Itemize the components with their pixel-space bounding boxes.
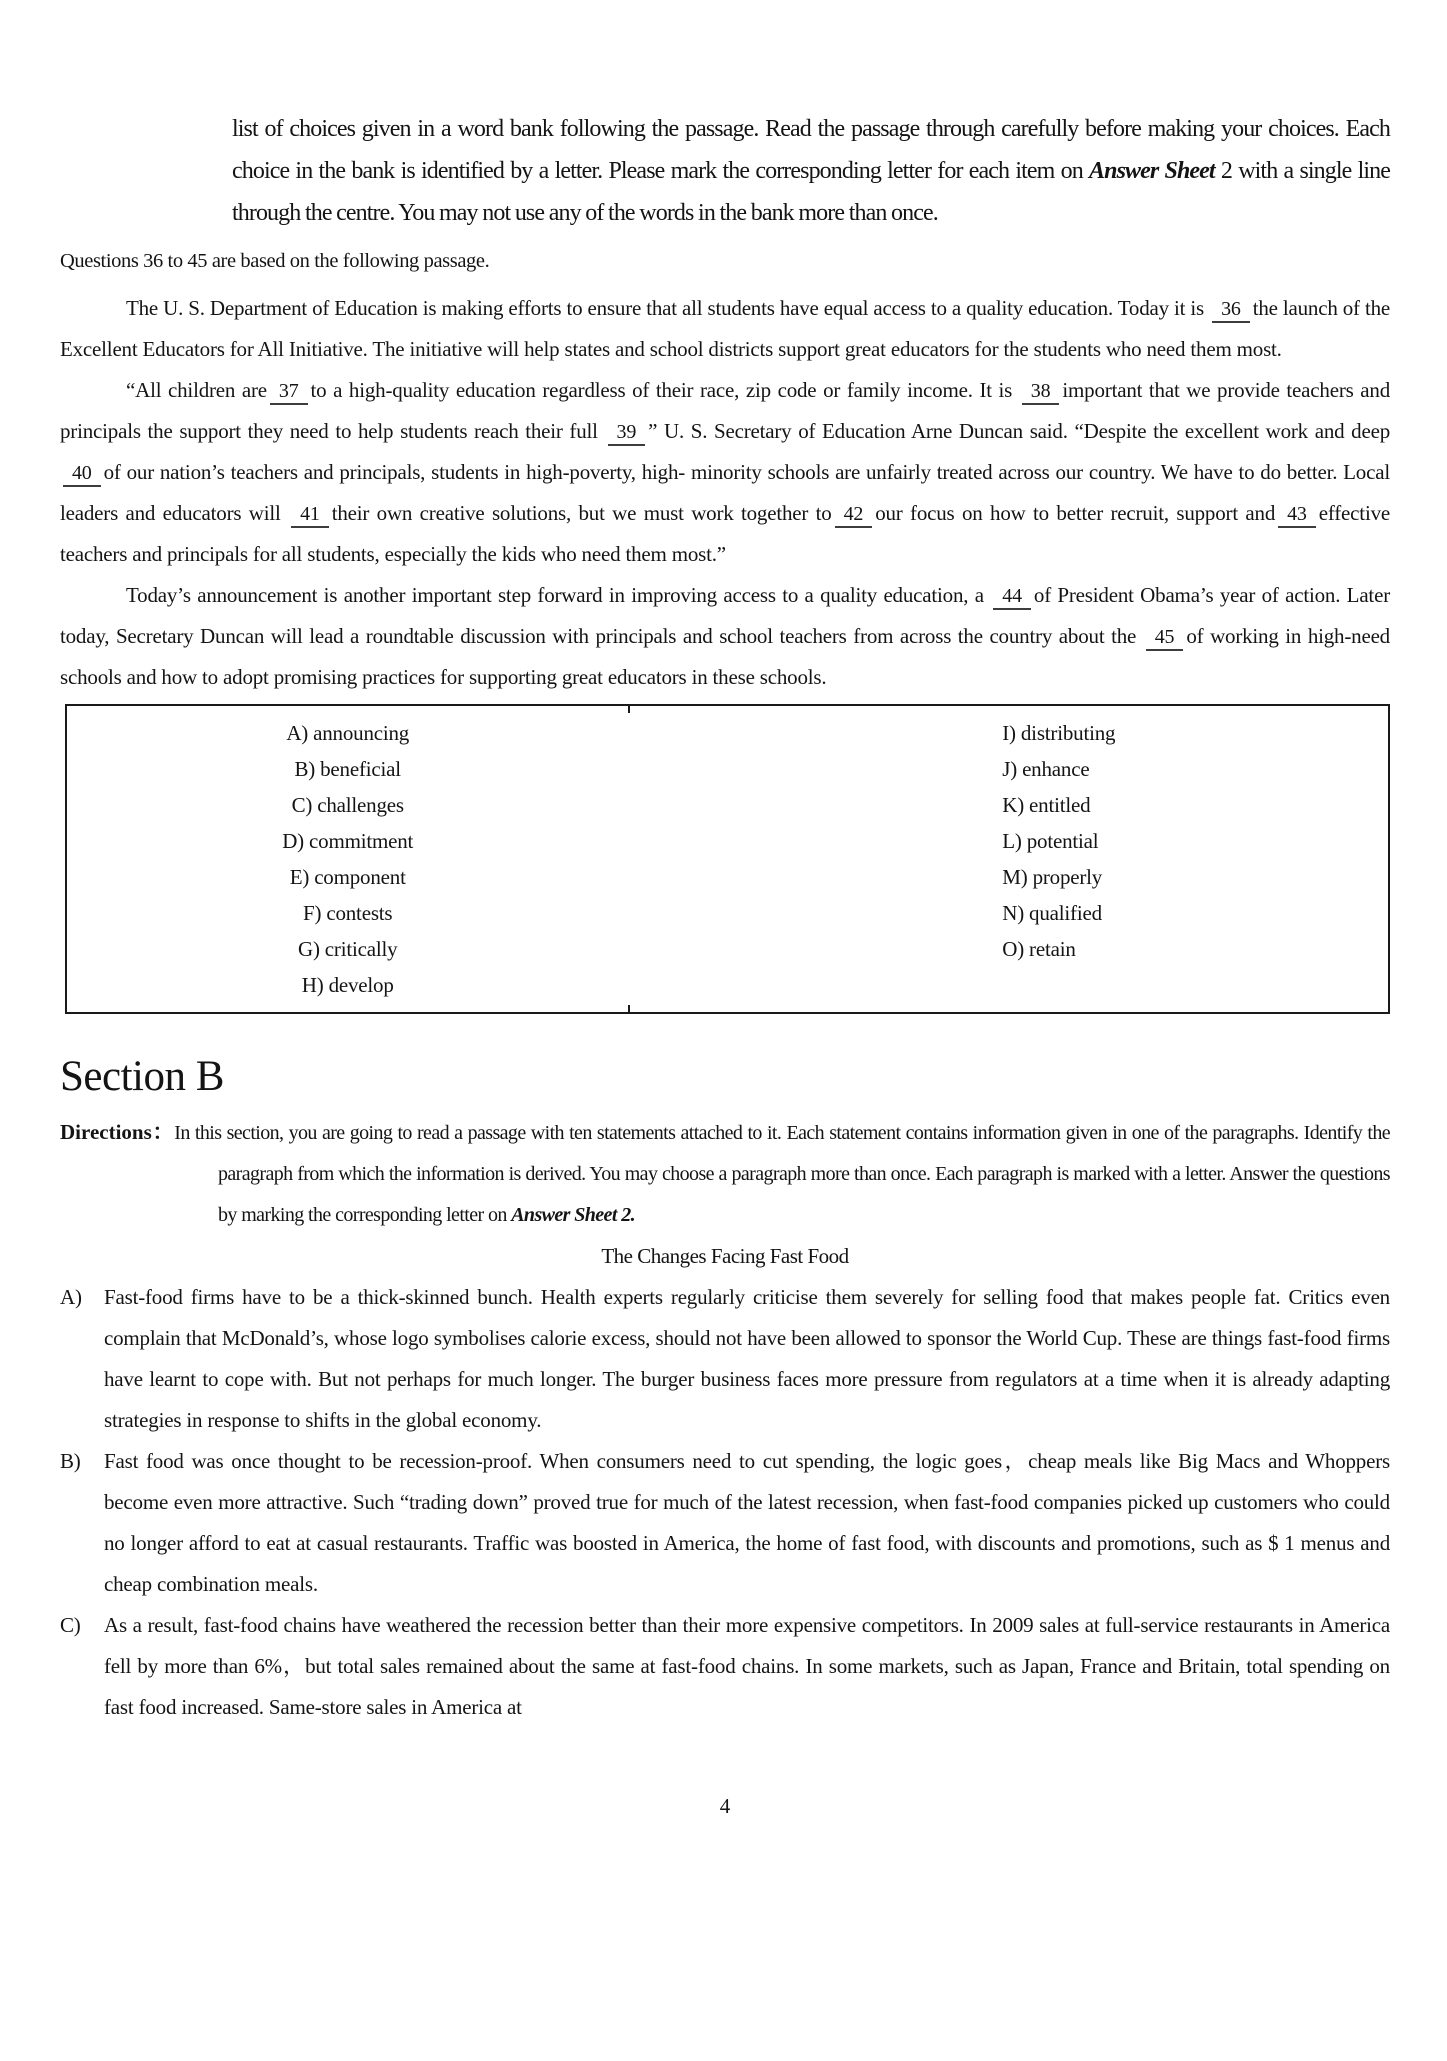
paragraph-C-text: As a result, fast-food chains have weathered the recession better than their more expensive competitors. In 2009 sales at full-service restaurants in America fell by more than 6%，but total sales remained about the same at fast-food chains. In some markets, such as Japan, France and Britain, total spending on fast food increased. Same-store sales in America at [104,1613,1390,1719]
blank-45: 45 [1146,625,1184,651]
blank-37: 37 [270,379,308,405]
word-bank-column-left [67,715,628,1003]
blank-44: 44 [993,584,1031,610]
word-bank-option: F) contests [303,901,393,925]
word-bank-option: O) retain [1002,937,1076,961]
directions-label: Directions： [60,1120,175,1144]
blank-38: 38 [1022,379,1060,405]
paragraph-C-label: C) [60,1613,81,1637]
word-bank-option: L) potential [1002,829,1099,853]
blank-41: 41 [291,502,329,528]
blank-42: 42 [835,502,873,528]
paragraph-B [60,1441,1390,1605]
paragraph-B-text: Fast food was once thought to be recession-proof. When consumers need to cut spending, the logic goes，cheap meals like Big Macs and Whoppers become even more attractive. Such “trading down” proved true for much of the latest recession, when fast-food companies picked up customers who could no longer afford to eat at casual restaurants. Traffic was boosted in America, the home of fast food, with discounts and promotions, such as $ 1 menus and cheap combination meals. [104,1449,1390,1596]
emphasis-text: Answer Sheet 2. [511,1204,635,1226]
directions-text: In this section, you are going to read a passage with ten statements attached to it. Each statement contains information given in one of the paragraphs. Identify the paragraph from which the information is derived. You may choose a paragraph more than once. Each paragraph is marked with a letter. Answer the questions by marking the corresponding letter on Answer Sheet 2. [174,1122,1390,1226]
word-bank-option: E) component [289,865,406,889]
word-bank-option: B) beneficial [294,757,401,781]
word-bank-option: N) qualified [1002,901,1102,925]
word-bank-option: A) announcing [286,721,410,745]
word-bank-option: K) entitled [1002,793,1091,817]
passage-paragraph-1: The U. S. Department of Education is making efforts to ensure that all students have equal access to a quality education. Today it is 36 the launch of the Excellent Educators for All Initiative. The initiative will help states and school districts support great educators for the students who need them most. [60,296,1390,361]
passage-paragraph-3: Today’s announcement is another important step forward in improving access to a quality education, a 44 of President Obama’s year of action. Later today, Secretary Duncan will lead a roundtable discussion with principals and school teachers from across the country about the 45 of working in high-need schools and how to adopt promising practices for supporting great educators in these schools. [60,583,1390,689]
blank-43: 43 [1278,502,1316,528]
page-number: 4 [719,1794,731,1818]
word-bank-option: J) enhance [1002,757,1090,781]
paragraph-A-text: Fast-food firms have to be a thick-skinned bunch. Health experts regularly criticise them severely for selling food that makes people fat. Critics even complain that McDonald’s, whose logo symbolises calorie excess, should not have been allowed to sponsor the World Cup. These are things fast-food firms have learnt to cope with. But not perhaps for much longer. The burger business faces more pressure from regulators at a time when it is already adapting strategies in response to shifts in the global economy. [104,1285,1390,1432]
word-bank-option: C) challenges [291,793,404,817]
reading-passage-title: The Changes Facing Fast Food [601,1244,849,1268]
word-bank-option: D) commitment [282,829,414,853]
word-bank-option: H) develop [301,973,394,997]
instructions-continuation: list of choices given in a word bank following the passage. Read the passage through carefully before making your choices. Each choice in the bank is identified by a letter. Please mark the corresponding letter for each item on Answer Sheet 2 with a single line through the centre. You may not use any of the words in the bank more than once. [232,116,1390,226]
blank-39: 39 [608,420,646,446]
word-bank-option: M) properly [1002,865,1103,889]
paragraph-A [60,1277,1390,1441]
section-b-directions [60,1112,1390,1236]
passage-paragraph-2: “All children are 37 to a high-quality education regardless of their race, zip code or family income. It is 38 important that we provide teachers and principals the support they need to help students reach their full 39 ” U. S. Secretary of Education Arne Duncan said. “Despite the excellent work and deep40 of our nation’s teachers and principals, students in high-poverty, high- minority schools are unfairly treated across our country. We have to do better. Local leaders and educators will 41 their own creative solutions, but we must work together to 42 our focus on how to better recruit, support and 43 effective teachers and principals for all students, especially the kids who need them most.” [60,378,1390,566]
questions-range-note: Questions 36 to 45 are based on the following passage. [60,250,490,272]
cloze-passage [60,288,1390,698]
document-page [60,108,1390,1819]
word-bank-option: G) critically [297,937,398,961]
word-bank-option: I) distributing [1002,721,1116,745]
paragraph-B-label: B) [60,1449,81,1473]
paragraph-C [60,1605,1390,1728]
section-b-heading: Section B [60,1053,224,1100]
blank-36: 36 [1212,297,1250,323]
emphasis-text: Answer Sheet [1089,158,1215,184]
word-bank-column-right [628,715,1388,1003]
paragraph-A-label: A) [60,1285,82,1309]
word-bank-box [65,704,1390,1014]
blank-40: 40 [63,461,101,487]
